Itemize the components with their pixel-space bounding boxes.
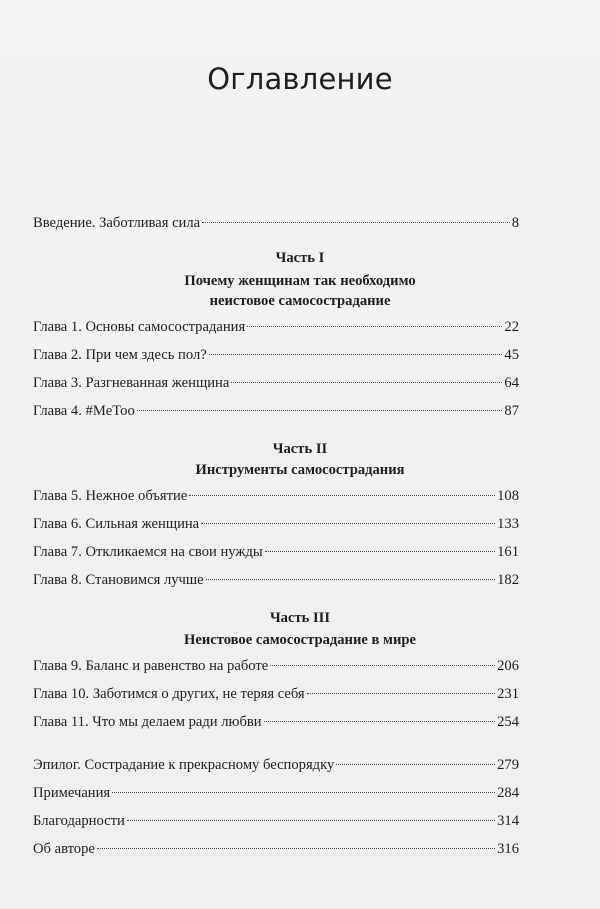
toc-entry-about-author [33,840,519,858]
toc-entry-epilogue [33,756,519,774]
entry-page: 22 [504,319,519,335]
entry-page: 254 [497,714,519,730]
toc-entry-chapter-8 [33,571,519,589]
entry-page: 182 [497,572,519,588]
leader-dots [336,764,495,765]
part-2-heading: Часть II [272,441,328,457]
part-1-subtitle-line-1: Почему женщинам так необходимо [184,273,416,289]
toc-entry-chapter-9 [33,657,519,675]
entry-label: Глава 7. Откликаемся на свои нужды [33,544,263,560]
entry-page: 231 [497,686,519,702]
entry-label: Глава 5. Нежное объятие [33,488,188,504]
entry-page: 8 [511,215,519,231]
part-3-subtitle-line-1: Неистовое самосострадание в мире [184,632,416,648]
leader-dots [112,792,495,793]
entry-page: 133 [497,516,519,532]
toc-entry-chapter-5 [33,487,519,505]
entry-label: Глава 1. Основы самосострадания [33,319,246,335]
leader-dots [265,551,495,552]
leader-dots [247,326,502,327]
entry-page: 161 [497,544,519,560]
entry-page: 64 [504,375,519,391]
toc-entry-chapter-6 [33,515,519,533]
toc-entry-chapter-3 [33,374,519,392]
entry-page: 279 [497,757,519,773]
toc-entry-chapter-1 [33,318,519,336]
entry-label: Глава 11. Что мы делаем ради любви [33,714,262,730]
entry-page: 45 [504,347,519,363]
toc-entry-notes [33,784,519,802]
entry-page: 314 [497,813,519,829]
leader-dots [307,693,495,694]
toc-entry-chapter-2 [33,346,519,364]
part-1-heading: Часть I [275,250,325,266]
toc-entry-chapter-4 [33,402,519,420]
entry-label: Глава 6. Сильная женщина [33,516,200,532]
leader-dots [201,523,495,524]
entry-label: Об авторе [33,841,95,857]
entry-label: Глава 3. Разгневанная женщина [33,375,230,391]
leader-dots [264,721,496,722]
toc-entry-chapter-11 [33,713,519,731]
entry-label: Эпилог. Сострадание к прекрасному беспорядку [33,757,335,773]
part-2-subtitle-line-1: Инструменты самосострадания [195,462,405,478]
leader-dots [127,820,495,821]
entry-label: Глава 8. Становимся лучше [33,572,204,588]
toc-entry-chapter-7 [33,543,519,561]
leader-dots [206,579,496,580]
entry-label: Введение. Заботливая сила [33,215,201,231]
leader-dots [270,665,495,666]
leader-dots [231,382,502,383]
entry-page: 108 [497,488,519,504]
entry-page: 206 [497,658,519,674]
toc-entry-chapter-10 [33,685,519,703]
leader-dots [189,495,495,496]
entry-label: Благодарности [33,813,125,829]
page-title: Оглавление [207,62,393,96]
part-1-subtitle-line-2: неистовое самосострадание [209,293,391,309]
entry-label: Глава 4. #MeToo [33,403,135,419]
entry-label: Примечания [33,785,111,801]
entry-label: Глава 9. Баланс и равенство на работе [33,658,269,674]
entry-label: Глава 10. Заботимся о других, не теряя себя [33,686,305,702]
leader-dots [97,848,495,849]
entry-label: Глава 2. При чем здесь пол? [33,347,207,363]
leader-dots [137,410,503,411]
leader-dots [202,222,510,223]
leader-dots [209,354,503,355]
toc-entry-acknowledgements [33,812,519,830]
entry-page: 316 [497,841,519,857]
entry-page: 87 [504,403,519,419]
part-3-heading: Часть III [269,610,331,626]
entry-page: 284 [497,785,519,801]
toc-entry-intro [33,214,519,232]
